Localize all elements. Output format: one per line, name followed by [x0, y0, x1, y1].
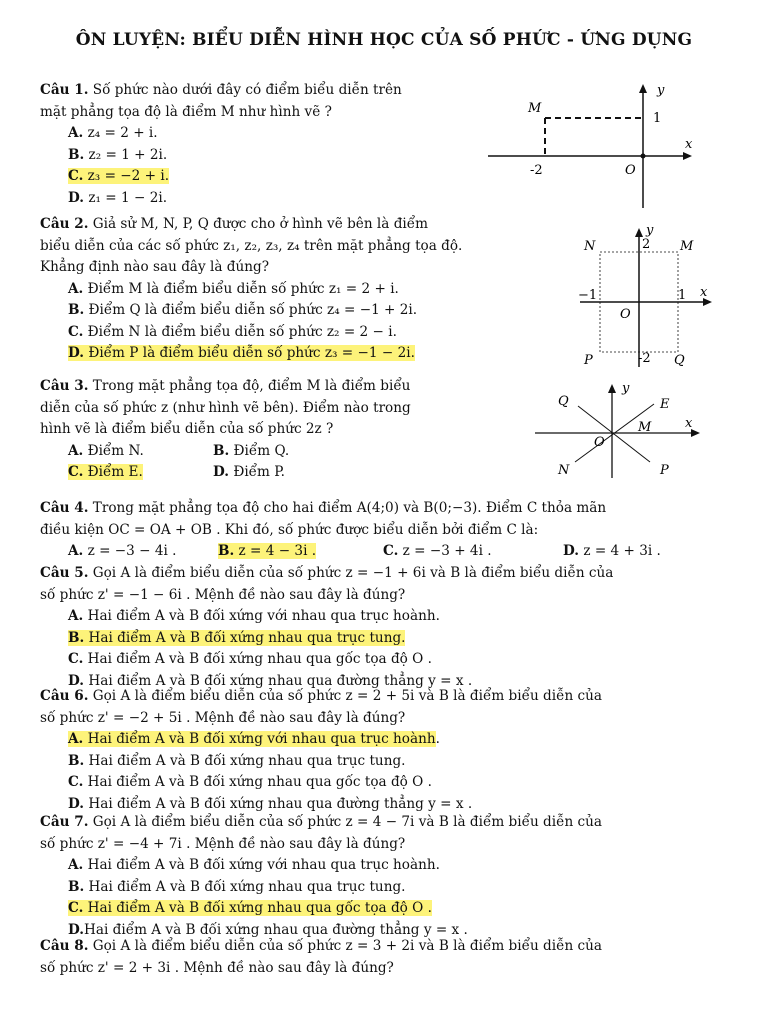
option-a[interactable]: A. z₄ = 2 + i.	[68, 125, 158, 141]
question-1	[40, 80, 470, 209]
question-3	[40, 376, 500, 484]
question-text: diễn của số phức z (như hình vẽ bên). Điểm nào trong	[40, 399, 411, 416]
option-b[interactable]: B. z₂ = 1 + 2i.	[68, 146, 168, 163]
question-label: Câu 5.	[40, 565, 89, 581]
option-b[interactable]: B. Hai điểm A và B đối xứng nhau qua trục tung.	[68, 878, 406, 895]
question-text: số phức z' = −2 + 5i . Mệnh đề nào sau đây là đúng?	[40, 709, 406, 726]
question-label: Câu 1.	[40, 82, 89, 98]
option-c[interactable]: C. z₃ = −2 + i.	[68, 168, 170, 184]
question-2	[40, 214, 540, 365]
axis-label-x: x	[700, 285, 708, 300]
option-a[interactable]: A. Hai điểm A và B đối xứng với nhau qua trục hoành.	[68, 731, 440, 747]
option-c[interactable]: C. Điểm N là điểm biểu diễn số phức z₂ = 2 − i.	[68, 323, 397, 340]
tick-label: -2	[530, 163, 543, 178]
option-c[interactable]: C. z = −3 + 4i .	[383, 543, 492, 559]
question-text: biểu diễn của các số phức z₁, z₂, z₃, z₄ trên mặt phẳng tọa độ.	[40, 237, 463, 254]
option-d[interactable]: D. Hai điểm A và B đối xứng nhau qua đường thẳng y = x .	[68, 795, 473, 812]
question-text: số phức z' = −1 − 6i . Mệnh đề nào sau đây là đúng?	[40, 586, 406, 603]
question-label: Câu 7.	[40, 814, 89, 830]
question-text: Gọi A là điểm biểu diễn của số phức z = −1 + 6i và B là điểm biểu diễn của	[88, 565, 614, 581]
point-label-p: P	[584, 353, 593, 368]
question-7	[40, 812, 730, 941]
option-a[interactable]: A. Hai điểm A và B đối xứng với nhau qua trục hoành.	[68, 608, 440, 624]
axis-label-y: y	[622, 381, 630, 396]
option-b[interactable]: B. Điểm Q là điểm biểu diễn số phức z₄ = −1 + 2i.	[68, 302, 418, 318]
option-b[interactable]: B. z = 4 − 3i .	[218, 543, 317, 559]
point-label-n: N	[558, 463, 570, 478]
option-a[interactable]: A. Điểm N.	[68, 442, 144, 459]
question-text: Gọi A là điểm biểu diễn của số phức z = 3 + 2i và B là điểm biểu diễn của	[88, 938, 602, 954]
question-text: số phức z' = 2 + 3i . Mệnh đề nào sau đây là đúng?	[40, 959, 394, 976]
question-text: điều kiện OC = OA + OB . Khi đó, số phức được biểu diễn bởi điểm C là:	[40, 521, 539, 538]
question-label: Câu 8.	[40, 938, 89, 954]
option-a[interactable]: A. z = −3 − 4i .	[68, 543, 177, 559]
question-text: Trong mặt phẳng tọa độ, điểm M là điểm biểu	[88, 378, 411, 394]
origin-label: O	[620, 307, 631, 322]
page-title: ÔN LUYỆN: BIỂU DIỄN HÌNH HỌC CỦA SỐ PHỨC - ỨNG DỤNG	[75, 30, 693, 50]
axis-label-x: x	[685, 137, 693, 152]
option-c[interactable]: C. Điểm E.	[68, 464, 143, 480]
figure-q2	[570, 222, 720, 372]
option-b[interactable]: B. Hai điểm A và B đối xứng nhau qua trục tung.	[68, 752, 406, 769]
tick-label: 1	[678, 288, 687, 303]
question-4	[40, 498, 730, 563]
figure-q3	[530, 378, 710, 483]
option-d[interactable]: D. z = 4 + 3i .	[563, 543, 661, 559]
question-text: Khẳng định nào sau đây là đúng?	[40, 259, 269, 275]
question-label: Câu 6.	[40, 688, 89, 704]
axis-label-y: y	[657, 83, 665, 98]
tick-label: 1	[653, 111, 662, 126]
point-label-p: P	[660, 463, 669, 478]
point-label-e: E	[660, 397, 670, 412]
option-c[interactable]: C. Hai điểm A và B đối xứng nhau qua gốc tọa độ O .	[68, 774, 432, 790]
question-6	[40, 686, 730, 815]
question-5	[40, 563, 730, 692]
question-label: Câu 4.	[40, 500, 89, 516]
question-8	[40, 936, 730, 979]
question-label: Câu 2.	[40, 216, 89, 232]
question-text: số phức z' = −4 + 7i . Mệnh đề nào sau đây là đúng?	[40, 835, 406, 852]
question-text: mặt phẳng tọa độ là điểm M như hình vẽ ?	[40, 103, 332, 120]
question-text: Giả sử M, N, P, Q được cho ở hình vẽ bên là điểm	[88, 216, 429, 232]
option-c[interactable]: C. Hai điểm A và B đối xứng nhau qua gốc tọa độ O .	[68, 651, 432, 667]
point-label-m: M	[680, 239, 694, 254]
tick-label: -2	[638, 351, 651, 366]
option-d[interactable]: D. Hai điểm A và B đối xứng nhau qua đường thẳng y = x .	[68, 672, 473, 689]
point-label-m: M	[638, 420, 652, 435]
question-text: hình vẽ là điểm biểu diễn của số phức 2z ?	[40, 421, 334, 437]
option-b[interactable]: B. Điểm Q.	[213, 442, 290, 459]
point-label-q: Q	[674, 353, 685, 368]
question-text: Trong mặt phẳng tọa độ cho hai điểm A(4;0) và B(0;−3). Điểm C thỏa mãn	[88, 500, 607, 516]
question-text: Gọi A là điểm biểu diễn của số phức z = 4 − 7i và B là điểm biểu diễn của	[88, 814, 602, 830]
option-a[interactable]: A. Hai điểm A và B đối xứng với nhau qua trục hoành.	[68, 857, 440, 873]
option-b[interactable]: B. Hai điểm A và B đối xứng nhau qua trục tung.	[68, 629, 406, 646]
point-label-q: Q	[558, 394, 569, 409]
option-d[interactable]: D.Hai điểm A và B đối xứng nhau qua đường thẳng y = x .	[68, 921, 468, 938]
option-d[interactable]: D. z₁ = 1 − 2i.	[68, 189, 168, 206]
axis-label-x: x	[685, 416, 693, 431]
option-c[interactable]: C. Hai điểm A và B đối xứng nhau qua gốc tọa độ O .	[68, 900, 432, 916]
option-a[interactable]: A. Điểm M là điểm biểu diễn số phức z₁ = 2 + i.	[68, 280, 399, 297]
option-d[interactable]: D. Điểm P là điểm biểu diễn số phức z₃ = −1 − 2i.	[68, 345, 415, 361]
tick-label: −1	[578, 288, 598, 303]
origin-label: O	[594, 435, 605, 450]
option-d[interactable]: D. Điểm P.	[213, 464, 285, 480]
figure-q1	[480, 78, 710, 213]
axis-label-y: y	[646, 223, 654, 238]
question-text: Gọi A là điểm biểu diễn của số phức z = 2 + 5i và B là điểm biểu diễn của	[88, 688, 602, 704]
question-label: Câu 3.	[40, 378, 89, 394]
point-label-m: M	[528, 101, 542, 116]
point-label-n: N	[584, 239, 596, 254]
origin-label: O	[625, 163, 636, 178]
question-text: Số phức nào dưới đây có điểm biểu diễn trên	[88, 82, 402, 98]
tick-label: 2	[642, 237, 651, 252]
